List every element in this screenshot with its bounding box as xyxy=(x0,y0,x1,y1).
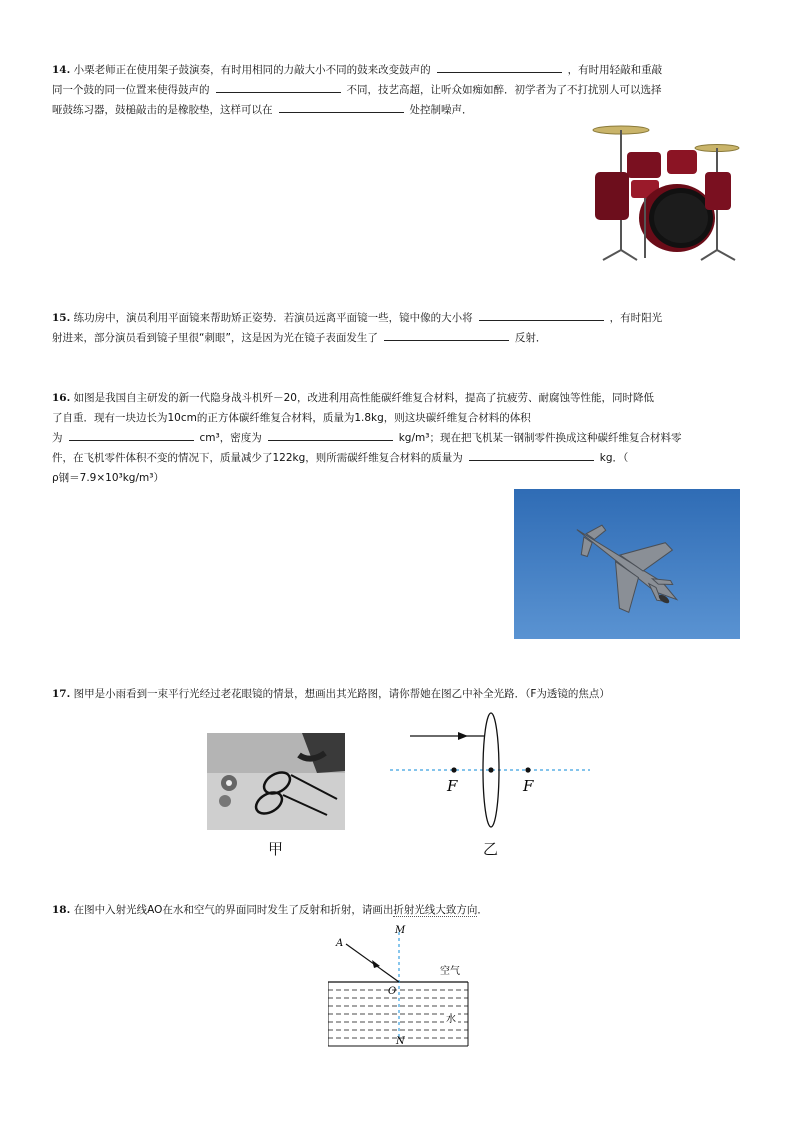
answer-blank[interactable] xyxy=(279,100,404,113)
optical-center xyxy=(488,767,493,772)
label-water: 水 xyxy=(446,1014,456,1025)
focus-point-right xyxy=(525,767,530,772)
answer-blank[interactable] xyxy=(479,308,604,321)
question-number: 18. xyxy=(52,904,71,916)
question-18 xyxy=(52,900,742,920)
refraction-diagram xyxy=(328,924,473,1048)
reading-glasses-photo xyxy=(207,733,345,830)
drum-kit-image xyxy=(585,120,745,262)
label-a: A xyxy=(336,938,344,949)
focus-label-right: F xyxy=(523,777,534,795)
arrow-icon xyxy=(458,732,468,740)
question-number: 17. xyxy=(52,688,71,700)
question-text: 练功房中，演员利用平面镜来帮助矫正姿势．若演员远离平面镜一些，镜中像的大小将 xyxy=(73,312,473,324)
focus-label-left: F xyxy=(447,777,458,795)
question-17 xyxy=(52,684,742,704)
focus-point-left xyxy=(451,767,456,772)
question-text: 处控制噪声． xyxy=(409,104,473,116)
question-text: 同一个鼓的同一位置来使得鼓声的 xyxy=(52,84,210,96)
answer-blank[interactable] xyxy=(216,80,341,93)
label-m: M xyxy=(395,925,406,936)
answer-blank[interactable] xyxy=(437,60,562,73)
label-o: O xyxy=(388,986,397,997)
question-text: 小栗老师正在使用架子鼓演奏，有时用相同的力敲大小不同的鼓来改变鼓声的 xyxy=(73,64,431,76)
question-text: kg．（ xyxy=(599,452,629,464)
question-number: 14. xyxy=(52,64,71,76)
question-text: 哑鼓练习器，鼓槌敲击的是橡胶垫，这样可以在 xyxy=(52,104,273,116)
question-text: ． xyxy=(477,904,488,916)
question-text: ρ钢＝7.9×10³kg/m³） xyxy=(52,472,164,484)
question-number: 16. xyxy=(52,392,71,404)
question-16 xyxy=(52,388,742,488)
question-text: 在图中入射光线AO在水和空气的界面同时发生了反射和折射，请画出 xyxy=(73,904,394,916)
answer-blank[interactable] xyxy=(469,448,594,461)
answer-blank[interactable] xyxy=(69,428,194,441)
question-text: 如图是我国自主研发的新一代隐身战斗机歼－20，改进利用高性能碳纤维复合材料，提高了抗疲劳、耐腐蚀等性能，同时降低 xyxy=(73,392,654,404)
answer-blank[interactable] xyxy=(268,428,393,441)
figure-caption-yi: 乙 xyxy=(483,840,499,858)
question-text: ，有时阳光 xyxy=(609,312,663,324)
answer-blank[interactable] xyxy=(384,328,509,341)
question-text: 了自重．现有一块边长为10cm的正方体碳纤维复合材料，质量为1.8kg，则这块碳纤维复合材料的体积 xyxy=(52,412,531,424)
question-text: cm³，密度为 xyxy=(199,432,262,444)
question-text: 件，在飞机零件体积不变的情况下，质量减少了122kg，则所需碳纤维复合材料的质量为 xyxy=(52,452,463,464)
question-text: 不同，技艺高超，让听众如痴如醉．初学者为了不打扰别人可以选择 xyxy=(346,84,662,96)
fighter-jet-image xyxy=(514,489,740,639)
figure-caption-jia: 甲 xyxy=(268,840,284,858)
question-text: 射进来，部分演员看到镜子里很“刺眼”，这是因为光在镜子表面发生了 xyxy=(52,332,378,344)
question-text: ，有时用轻敲和重敲 xyxy=(567,64,663,76)
label-n: N xyxy=(396,1036,405,1047)
incident-ray[interactable] xyxy=(346,944,399,982)
question-text: 图甲是小雨看到一束平行光经过老花眼镜的情景，想画出其光路图，请你帮她在图乙中补全光路．（F为透镜的焦点） xyxy=(73,688,610,700)
question-number: 15. xyxy=(52,312,71,324)
question-text: kg/m³；现在把飞机某一钢制零件换成这种碳纤维复合材料零 xyxy=(398,432,682,444)
question-text: 反射． xyxy=(514,332,547,344)
question-14 xyxy=(52,60,742,120)
emphasized-text: 折射光线大致方向 xyxy=(393,904,478,916)
convex-lens-diagram xyxy=(388,710,592,850)
question-text: 为 xyxy=(52,432,63,444)
label-air: 空气 xyxy=(440,966,460,977)
question-15 xyxy=(52,308,742,348)
